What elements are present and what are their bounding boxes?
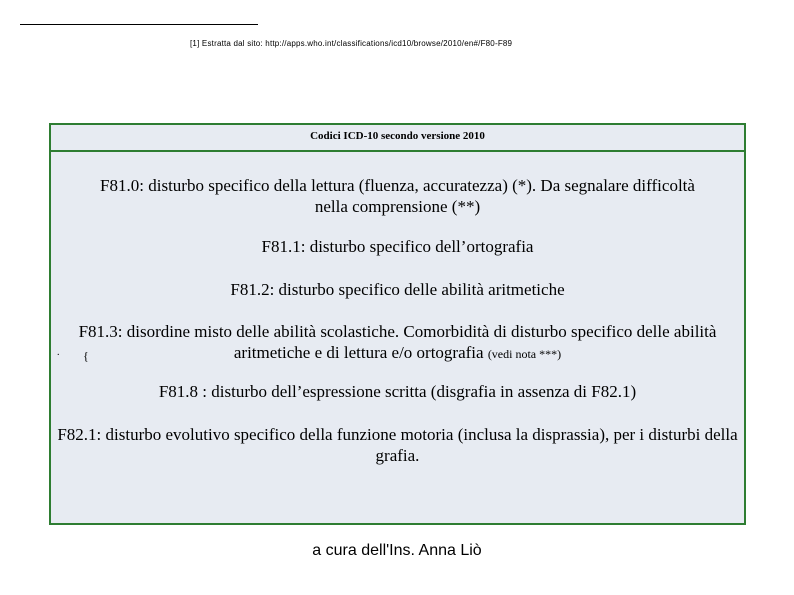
code-item-f82-1 — [51, 424, 744, 466]
code-item-f81-8 — [51, 381, 744, 402]
stray-dot-mark: . — [57, 347, 60, 358]
code-item-f81-0 — [51, 175, 744, 217]
author-credit: a cura dell'Ins. Anna Liò — [312, 542, 482, 559]
code-item-f81-2-text: F81.2: disturbo specifico delle abilità aritmetiche — [230, 280, 565, 299]
code-item-f81-1-text: F81.1: disturbo specifico dell’ortografia — [261, 237, 534, 256]
footnote-source: [1] Estratta dal sito: http://apps.who.int/classifications/icd10/browse/2010/en#/F80-F89 — [190, 39, 513, 48]
code-item-f81-8-text: F81.8 : disturbo dell’espressione scritta (disgrafia in assenza di F82.1) — [158, 382, 637, 401]
code-item-f81-3-text: F81.3: disordine misto delle abilità scolastiche. Comorbidità di disturbo specifico delle abilità aritmetiche e di lettura e/o ortografia — [78, 322, 717, 362]
code-item-f81-3-note: (vedi nota ***) — [487, 347, 562, 361]
icd10-codes-box — [49, 123, 746, 525]
code-item-f82-1-text: F82.1: disturbo evolutivo specifico della funzione motoria (inclusa la disprassia), per i disturbi della grafia. — [57, 425, 738, 465]
code-item-f81-2 — [51, 279, 744, 300]
code-item-f81-1 — [51, 236, 744, 257]
box-header-title: Codici ICD-10 secondo versione 2010 — [51, 125, 744, 152]
stray-brace-mark: { — [83, 349, 89, 363]
code-item-f81-0-text: F81.0: disturbo specifico della lettura (fluenza, accuratezza) (*). Da segnalare difficoltà nella comprensione (**) — [100, 176, 695, 216]
footnote-separator-rule — [20, 24, 258, 25]
code-item-f81-3 — [51, 321, 744, 365]
